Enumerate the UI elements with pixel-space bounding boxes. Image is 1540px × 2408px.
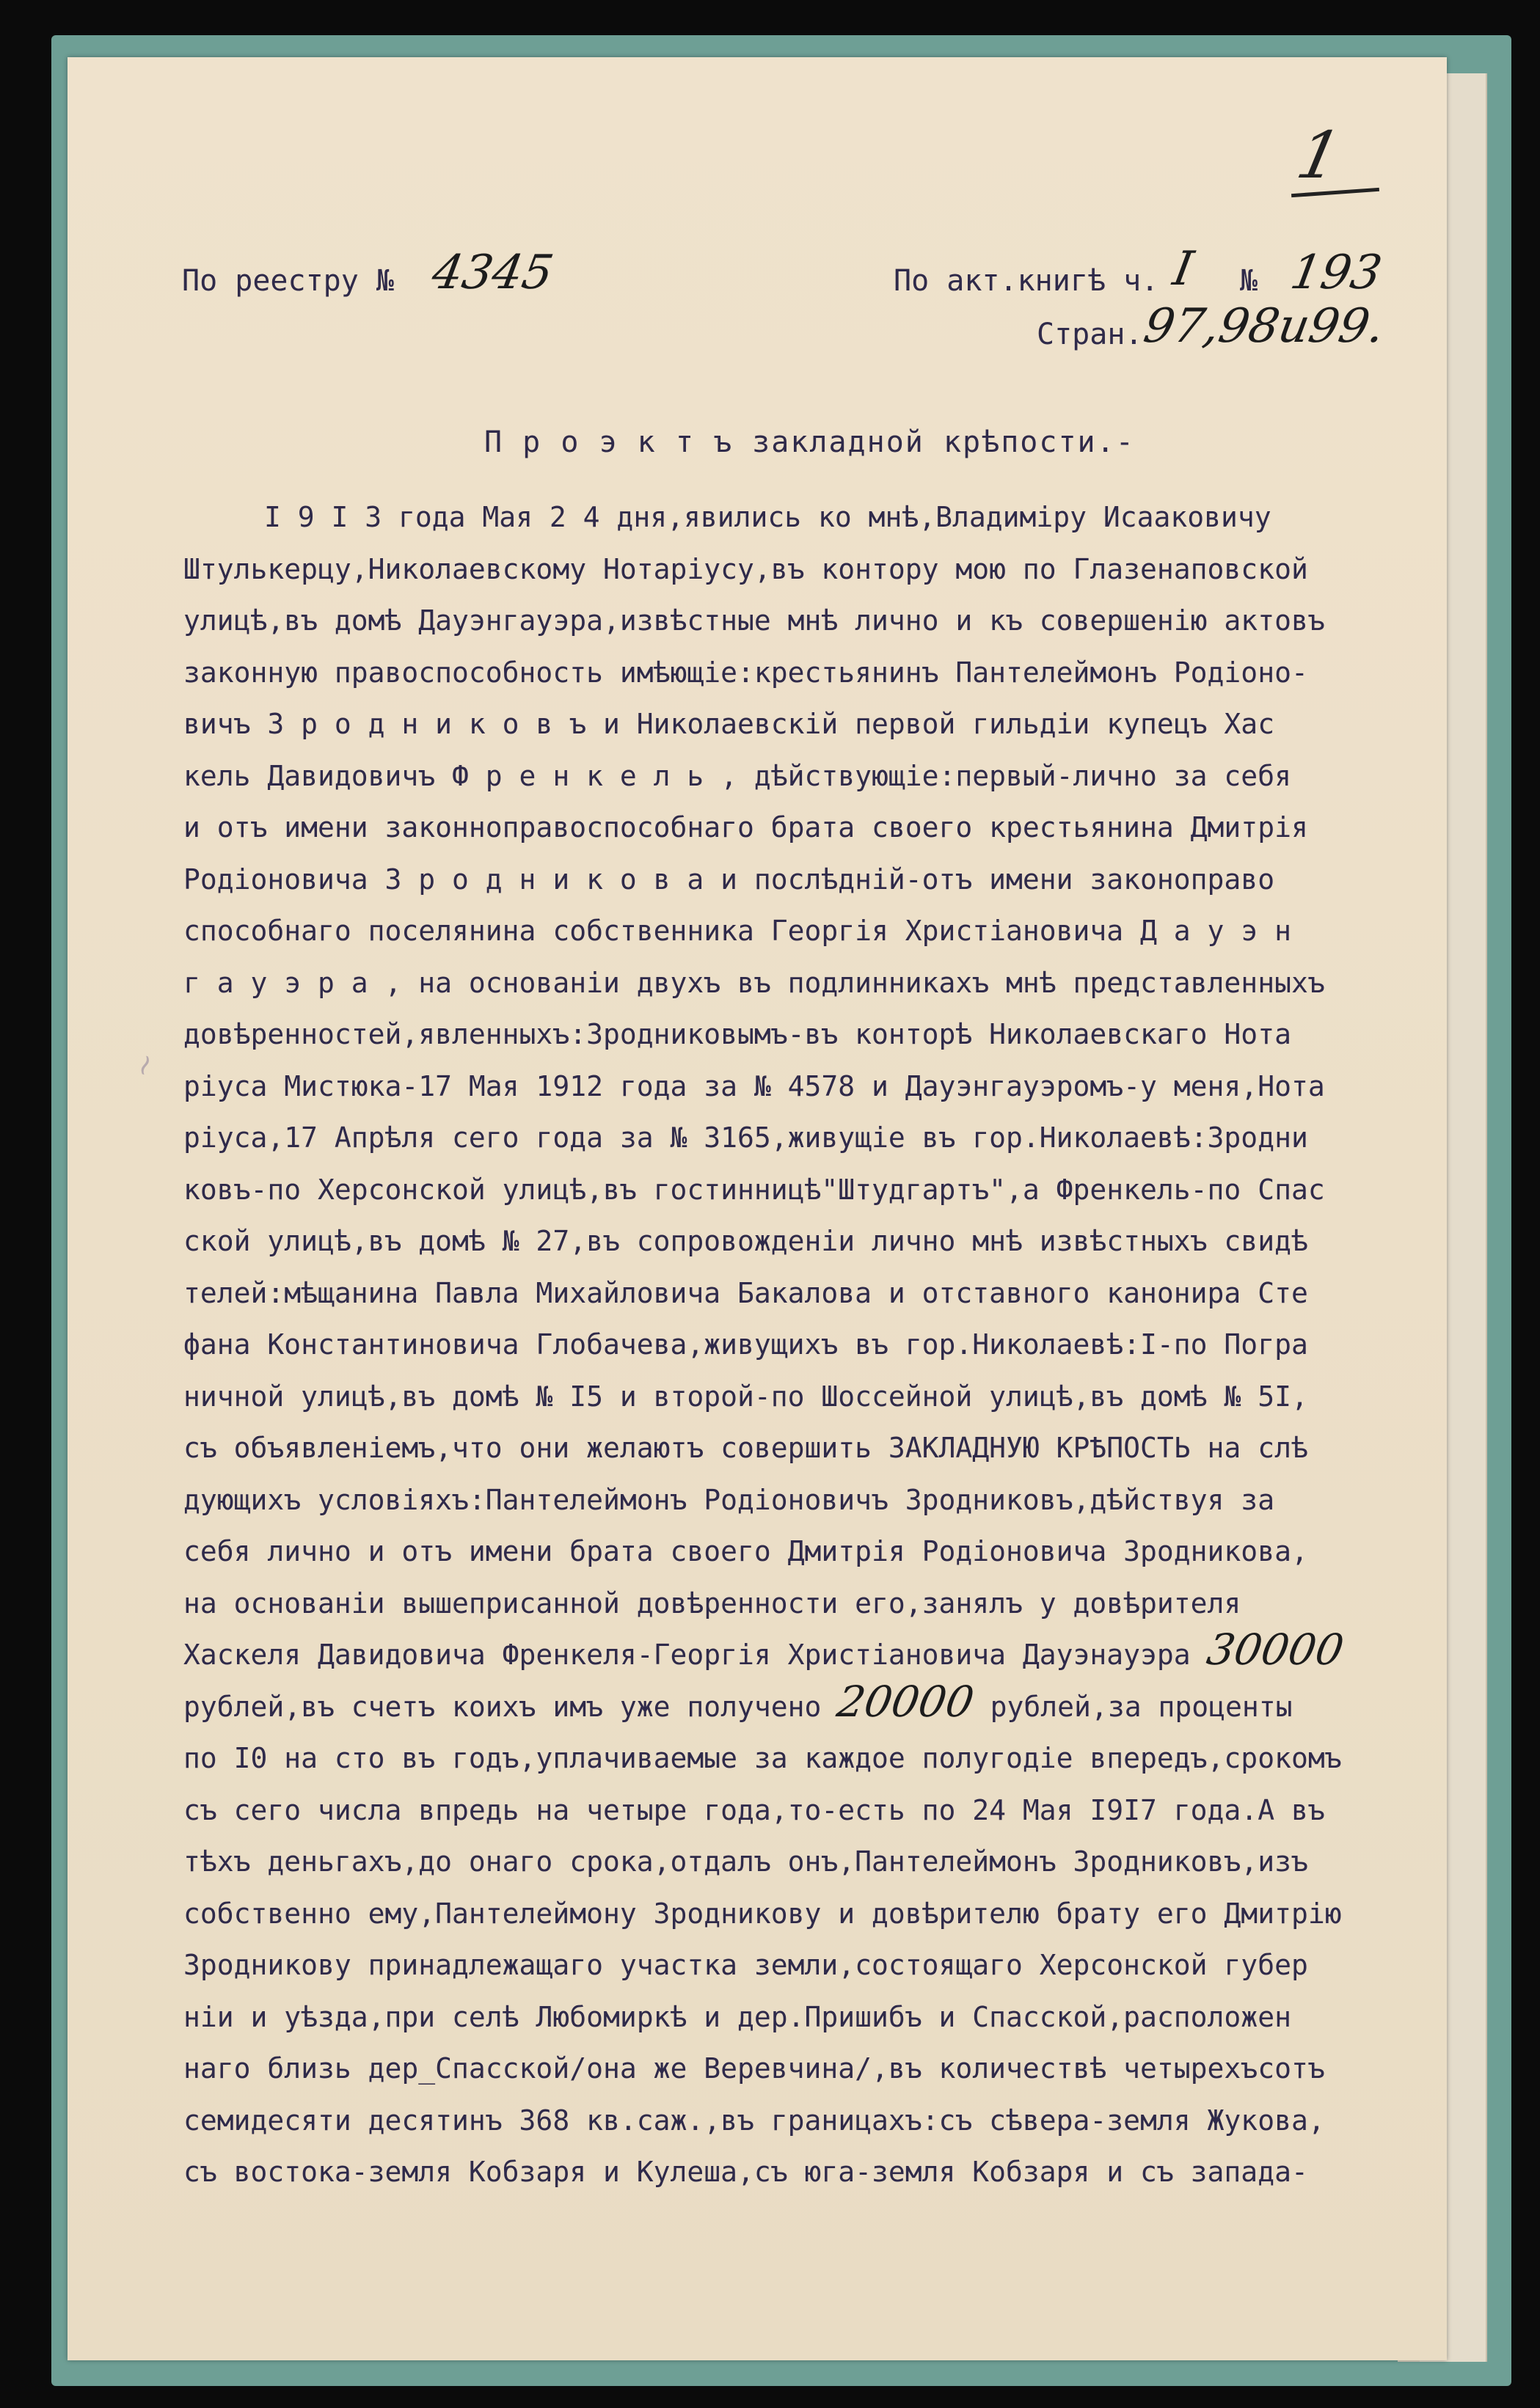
folio-number: 1 [1291, 117, 1348, 193]
received-amount: 20000 [833, 1676, 978, 1727]
book-label: По акт.книгѣ ч. [894, 264, 1159, 298]
text-line: ніи и уѣзда,при селѣ Любомиркѣ и дер.Пришибъ и Спасской,расположен [183, 2000, 1291, 2033]
book-no-label: № [1240, 264, 1258, 298]
loan-amount: 30000 [1203, 1625, 1348, 1675]
text-line: телей:мѣщанина Павла Михайловича Бакалова и отставного канонира Сте [183, 1276, 1308, 1309]
text-line: способнаго поселянина собственника Георгія Христіановича Д а у э н [183, 915, 1291, 947]
text-line: ріуса Мистюка-17 Мая 1912 года за № 4578 и Дауэнгауэромъ-у меня,Нота [183, 1069, 1325, 1102]
text-line: на основаніи вышеприсанной довѣренности его,занялъ у довѣрителя [183, 1587, 1241, 1620]
text-line: ріуса,17 Апрѣля сего года за № 3165,живущіе въ гор.Николаевѣ:Зродни [183, 1121, 1308, 1154]
text-segment: Хаскеля Давидовича Френкеля-Георгія Христіановича Дауэнауэра [183, 1639, 1191, 1671]
text-line: г а у э р а , на основаніи двухъ въ подлинникахъ мнѣ представленныхъ [183, 966, 1325, 999]
text-line: себя лично и отъ имени брата своего Дмитрія Родіоновича Зродникова, [183, 1535, 1308, 1567]
text-segment: рублей,за проценты [990, 1690, 1293, 1723]
book-part: I [1169, 242, 1197, 296]
text-line: вичъ З р о д н и к о в ъ и Николаевскій первой гильдіи купецъ Хас [183, 708, 1275, 740]
text-line: Зродникову принадлежащаго участка земли,состоящаго Херсонской губер [183, 1949, 1308, 1981]
text-line: фана Константиновича Глобачева,живущихъ въ гор.Николаевѣ:I-по Погра [183, 1328, 1308, 1361]
text-line: дующихъ условіяхъ:Пантелеймонъ Родіоновичъ Зродниковъ,дѣйствуя за [183, 1483, 1275, 1516]
text-line: ничной улицѣ,въ домѣ № I5 и второй-по Шоссейной улицѣ,въ домѣ № 5I, [183, 1380, 1308, 1413]
document-body [183, 491, 1431, 2198]
text-line: семидесяти десятинъ 368 кв.саж.,въ границахъ:съ сѣвера-земля Жукова, [183, 2104, 1325, 2137]
registry-label: По реестру № [182, 264, 394, 298]
document-title: П р о э к т ъ закладной крѣпости.- [484, 425, 1135, 459]
text-line: съ востока-земля Кобзаря и Кулеша,съ юга-земля Кобзаря и съ запада- [183, 2156, 1308, 2188]
text-line: законную правоспособность имѣющіе:крестьянинъ Пантелеймонъ Родіоно- [183, 656, 1308, 689]
text-line: и отъ имени законноправоспособнаго брата своего крестьянина Дмитрія [183, 811, 1308, 843]
text-line: тѣхъ деньгахъ,до онаго срока,отдалъ онъ,Пантелеймонъ Зродниковъ,изъ [183, 1845, 1308, 1878]
text-line: собственно ему,Пантелеймону Зродникову и довѣрителю брату его Дмитрію [183, 1897, 1342, 1930]
text-line: Родіоновича З р о д н и к о в а и послѣдній-отъ имени законоправо [183, 863, 1275, 896]
text-line: Штулькерцу,Николаевскому Нотаріусу,въ контору мою по Глазенаповской [183, 552, 1308, 585]
book-number: 193 [1286, 246, 1386, 300]
text-line: улицѣ,въ домѣ Дауэнгауэра,извѣстные мнѣ лично и къ совершенію актовъ [183, 604, 1325, 637]
text-line: кель Давидовичъ Ф р е н к е л ь , дѣйствующіе:первый-лично за себя [183, 759, 1291, 792]
text-line: I 9 I 3 года Мая 2 4 дня,явились ко мнѣ,Владиміру Исааковичу [264, 501, 1271, 533]
text-line: ковъ-по Херсонской улицѣ,въ гостинницѣ"Штудгартъ",а Френкель-по Спас [183, 1173, 1325, 1206]
text-line: съ сего числа впредь на четыре года,то-есть по 24 Мая I9I7 года.А въ [183, 1793, 1325, 1826]
text-line: съ объявленіемъ,что они желаютъ совершить ЗАКЛАДНУЮ КРѢПОСТЬ на слѣ [183, 1432, 1308, 1464]
text-line: довѣренностей,явленныхъ:Зродниковымъ-въ конторѣ Николаевскаго Нота [183, 1018, 1291, 1050]
pages-label: Стран. [1037, 318, 1143, 351]
text-line: по I0 на сто въ годъ,уплачиваемые за каждое полугодіе впередъ,срокомъ [183, 1742, 1342, 1774]
text-line [183, 1676, 1431, 1733]
text-line: наго близь дер_Спасской/она же Веревчина/,въ количествѣ четырехъсотъ [183, 2052, 1325, 2085]
pages-value: 97,98и99. [1139, 299, 1389, 354]
text-segment: рублей,въ счетъ коихъ имъ уже получено [183, 1690, 822, 1723]
registry-number: 4345 [428, 246, 558, 300]
bleed-through-note: ~ [125, 1047, 165, 1083]
text-line: ской улицѣ,въ домѣ № 27,въ сопровожденіи лично мнѣ извѣстныхъ свидѣ [183, 1225, 1308, 1257]
text-line [183, 1625, 1431, 1681]
